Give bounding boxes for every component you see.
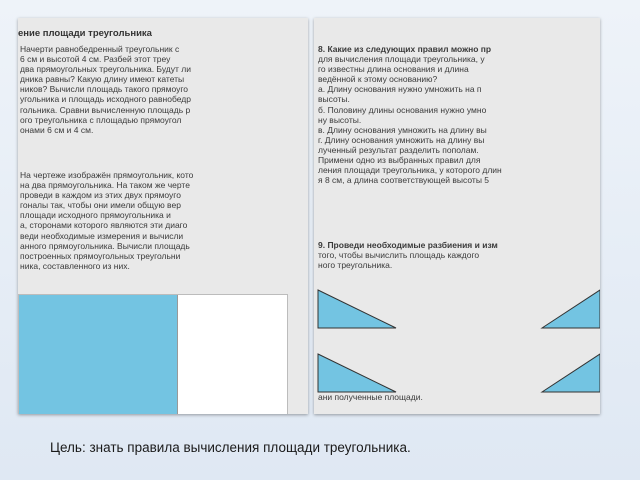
task-8-line: ведённой к этому основанию?	[318, 74, 438, 85]
task-2-line: площади исходного прямоугольника и	[20, 210, 171, 221]
section-title: ение площади треугольника	[18, 28, 152, 39]
task-8-line: в. Длину основания умножить на длину вы	[318, 124, 487, 135]
task-8-text	[318, 44, 502, 185]
task-8-line: ну высоты.	[318, 114, 362, 125]
task-1-line: угольника и площадь исходного равнобедр	[20, 94, 191, 105]
task-9-line: ного треугольника.	[318, 260, 393, 271]
task-9-footer: ани полученные площади.	[318, 392, 423, 402]
triangle-figure-top-left	[314, 286, 400, 330]
triangle-shape	[318, 290, 396, 328]
task-1-line: 6 см и высотой 4 см. Разбей этот треу	[20, 54, 171, 65]
goal-caption: Цель: знать правила вычисления площади треугольника.	[50, 440, 411, 455]
task-2-line: на два прямоугольника. На таком же черте	[20, 180, 190, 191]
task-8-line: г. Длину основания умножить на длину вы	[318, 134, 485, 145]
rectangle-figure	[18, 294, 288, 414]
task-2-line: построенных прямоугольных треугольни	[20, 250, 181, 261]
task-1-line: гольника. Сравни вычисленную площадь р	[20, 104, 191, 115]
textbook-page-right	[314, 18, 600, 414]
task-2-line: гоналы так, чтобы они имели общую вер	[20, 200, 181, 211]
rectangle-divider	[177, 295, 178, 414]
task-1-line: онами 6 см и 4 см.	[20, 124, 94, 135]
task-8-line: Примени одно из выбранных правил для	[318, 155, 481, 166]
task-1-line: дника равны? Какую длину имеют катеты	[20, 74, 185, 85]
triangle-figure-bottom-right	[538, 350, 600, 394]
triangle-figure-top-right	[538, 286, 600, 330]
task-9-line: 9. Проведи необходимые разбиения и изм	[318, 240, 498, 250]
task-8-line: я 8 см, а длина соответствующей высоты 5	[318, 175, 490, 186]
task-2-line: На чертеже изображён прямоугольник, кото	[20, 170, 194, 180]
triangle-shape	[542, 290, 600, 328]
task-9-line: того, чтобы вычислить площадь каждого	[318, 250, 480, 261]
task-1-line: Начерти равнобедренный треугольник с	[20, 44, 180, 54]
task-2-line: анного прямоугольника. Вычисли площадь	[20, 240, 190, 251]
task-8-line: ления площади треугольника, у которого длин	[318, 165, 502, 176]
task-1-line: ников? Вычисли площадь такого прямоуго	[20, 84, 188, 95]
task-8-line: 8. Какие из следующих правил можно пр	[318, 44, 492, 54]
task-2-text	[20, 170, 193, 271]
blue-rectangle	[19, 295, 177, 414]
task-8-line: лученный результат разделить пополам.	[318, 144, 479, 155]
task-8-line: го известны длина основания и длина	[318, 64, 469, 75]
textbook-page-left	[18, 18, 308, 414]
task-2-line: веди необходимые измерения и вычисли	[20, 230, 184, 241]
task-8-line: для вычисления площади треугольника, у	[318, 54, 485, 65]
triangle-figure-bottom-left	[314, 350, 400, 394]
task-8-line: б. Половину длины основания нужно умно	[318, 104, 487, 115]
task-1-text	[20, 44, 191, 135]
triangle-shape	[318, 354, 396, 392]
task-1-line: ого треугольника с площадью прямоугол	[20, 114, 182, 125]
task-8-line: а. Длину основания нужно умножить на п	[318, 84, 482, 95]
task-8-line: высоты.	[318, 94, 350, 105]
triangle-shape	[542, 354, 600, 392]
task-2-line: проведи в каждом из этих двух прямоуго	[20, 190, 181, 201]
task-1-line: два прямоугольных треугольника. Будут ли	[20, 64, 191, 75]
task-2-line: ника, составленного из них.	[20, 260, 130, 271]
task-9-text	[318, 240, 498, 270]
task-2-line: а, сторонами которого являются эти диаго	[20, 220, 188, 231]
